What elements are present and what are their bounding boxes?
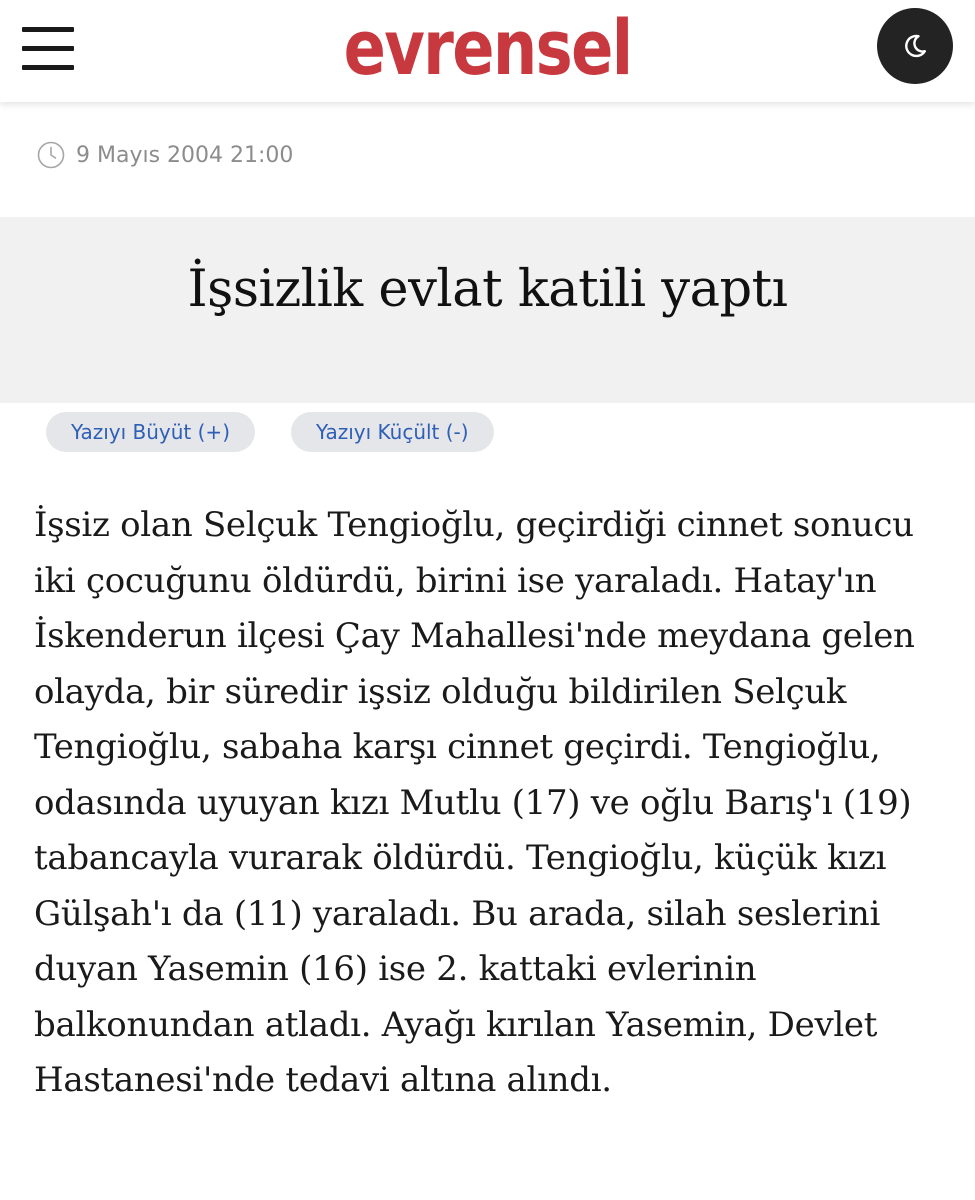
- site-header: [0, 0, 975, 102]
- font-decrease-button[interactable]: Yazıyı Küçült (-): [291, 412, 494, 452]
- dark-mode-toggle[interactable]: [877, 8, 953, 84]
- font-increase-button[interactable]: Yazıyı Büyüt (+): [46, 412, 255, 452]
- article-title-box: [0, 217, 975, 403]
- font-size-controls: [46, 412, 530, 452]
- hamburger-menu-icon[interactable]: [22, 27, 76, 75]
- site-logo[interactable]: evrensel: [343, 3, 632, 92]
- publish-date: 9 Mayıs 2004 21:00: [76, 142, 294, 168]
- site-logo-wrapper: [88, 0, 888, 96]
- clock-icon: [36, 140, 66, 170]
- article-body: İşsiz olan Selçuk Tengioğlu, geçirdiği cinnet sonucu iki çocuğunu öldürdü, birini ise yaraladı. Hatay'ın İskenderun ilçesi Çay Mahallesi'nde meydana gelen olayda, bir süredir işsiz olduğu bildirilen Selçuk Tengioğlu, sabaha karşı cinnet geçirdi. Tengioğlu, odasında uyuyan kızı Mutlu (17) ve oğlu Barış'ı (19) tabancayla vurarak öldürdü. Tengioğlu, küçük kızı Gülşah'ı da (11) yaraladı. Bu arada, silah seslerini duyan Yasemin (16) ise 2. kattaki evlerinin balkonundan atladı. Ayağı kırılan Yasemin, Devlet Hastanesi'nde tedavi altına alındı.: [34, 505, 915, 1100]
- moon-icon: [902, 33, 928, 59]
- article-title: İşsizlik evlat katili yaptı: [187, 260, 788, 319]
- menu-bar-middle: [22, 46, 74, 51]
- article-meta: [36, 140, 293, 170]
- menu-bar-bottom: [22, 65, 74, 70]
- menu-bar-top: [22, 27, 74, 32]
